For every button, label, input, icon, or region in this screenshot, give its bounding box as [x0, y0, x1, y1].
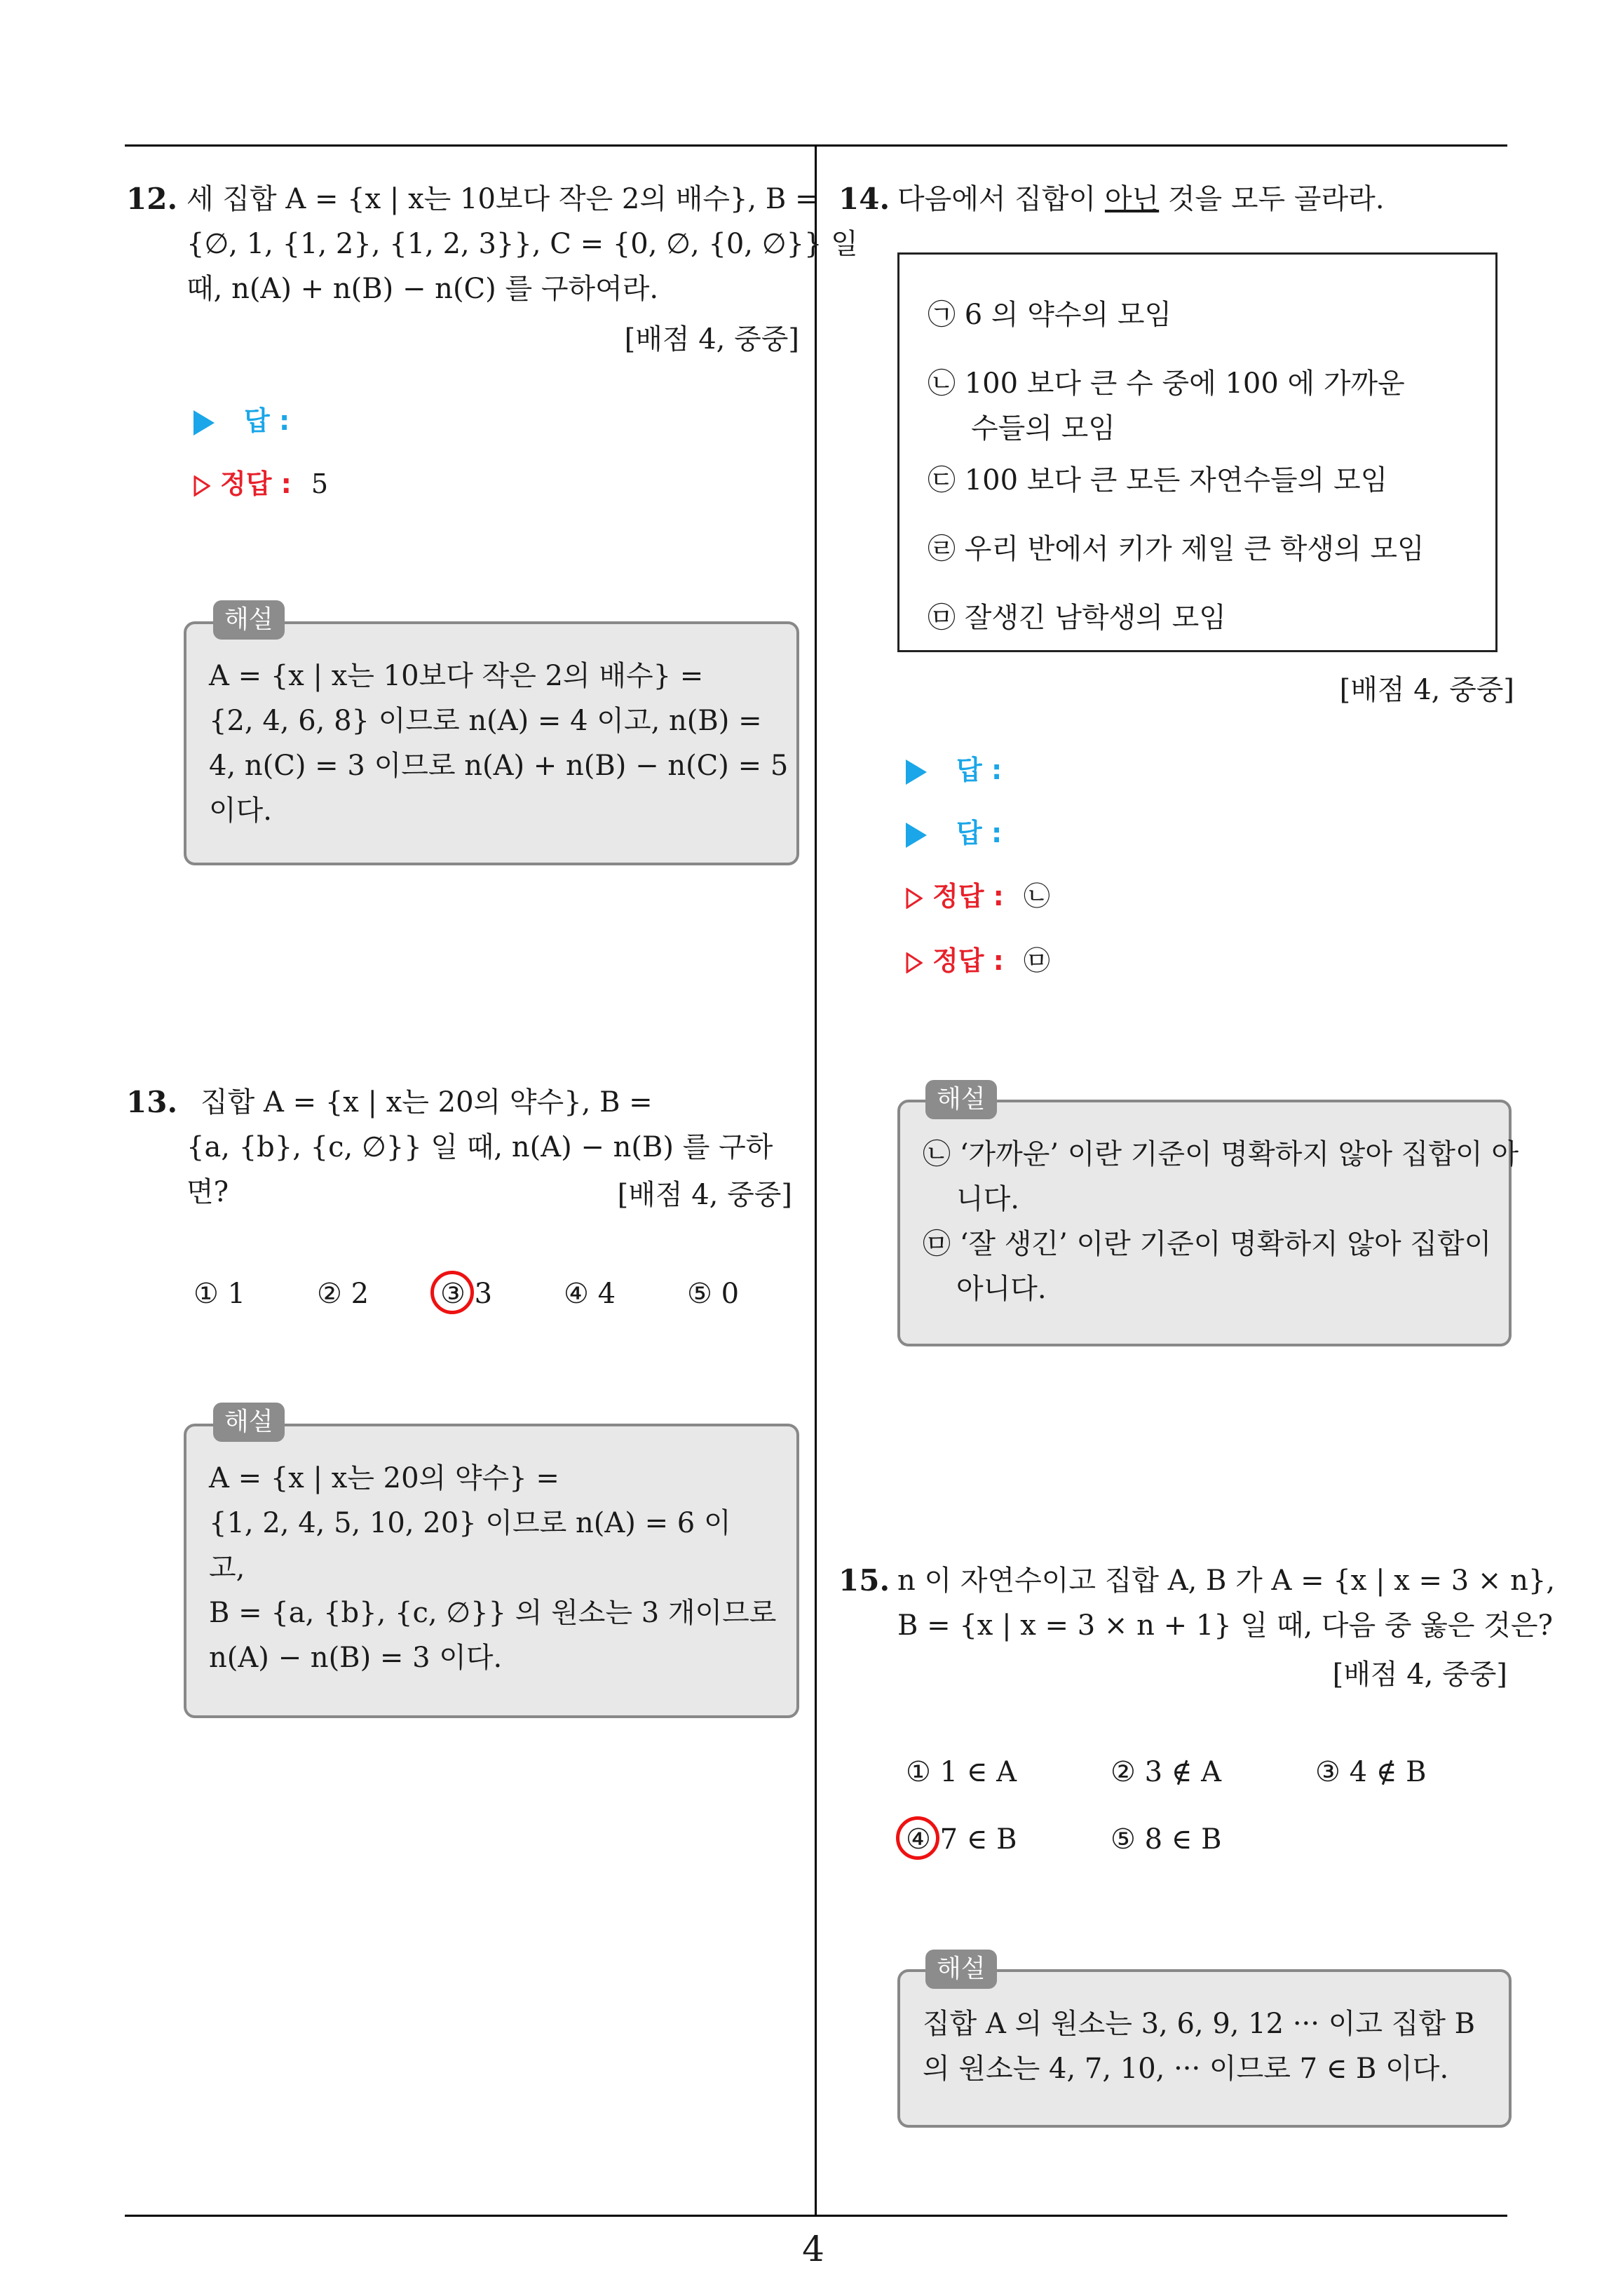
q12-line-3: 때, n(A) + n(B) − n(C) 를 구하여라. [186, 273, 659, 305]
q14-correct-line-2 [906, 941, 1050, 980]
outline-triangle-icon [906, 888, 923, 909]
q13-explanation-line-2: {1, 2, 4, 5, 10, 20} 이므로 n(A) = 6 이 [209, 1507, 731, 1539]
play-triangle-icon [906, 823, 927, 848]
play-triangle-icon [906, 759, 927, 785]
q15-explanation-label: 해설 [925, 1950, 997, 1989]
q12-correct-label: 정답 : [220, 468, 292, 499]
q15-explanation-line-2: 의 원소는 4, 7, 10, ··· 이므로 7 ∈ B 이다. [923, 2053, 1449, 2085]
q14-explanation-box [897, 1100, 1519, 1346]
q13-explanation-line-3: 고, [209, 1552, 245, 1584]
q13-explanation-line-1: A = {x | x는 20의 약수} = [209, 1462, 559, 1494]
q13-selected-answer-circle [430, 1271, 474, 1314]
q13-score: [배점 4, 중중] [617, 1179, 792, 1211]
q13-explanation-line-5: n(A) − n(B) = 3 이다. [209, 1642, 503, 1674]
q14-explanation-line-3: ㉤ ‘잘 생긴’ 이란 기준이 명확하지 않아 집합이 [923, 1228, 1492, 1260]
q14-text-after: 것을 모두 골라라. [1159, 183, 1385, 215]
q15-score: [배점 4, 중중] [1332, 1659, 1507, 1691]
q14-correct-line-1 [906, 877, 1050, 916]
q13-option-3[interactable]: ③ 3 [440, 1278, 493, 1310]
outline-triangle-icon [193, 475, 210, 497]
q12-score: [배점 4, 중중] [624, 323, 799, 356]
q13-option-4[interactable]: ④ 4 [564, 1278, 616, 1310]
q14-correct-value-1: ㉡ [1023, 881, 1050, 912]
q13-option-5[interactable]: ⑤ 0 [687, 1278, 740, 1310]
page-number: 4 [802, 2229, 824, 2269]
q12-explanation-line-1: A = {x | x는 10보다 작은 2의 배수} = [209, 660, 704, 692]
q12-explanation-box [184, 621, 799, 865]
q12-correct-line [193, 464, 328, 504]
q15-selected-answer-circle [896, 1816, 939, 1860]
q14-item-box [897, 252, 1498, 652]
q15-option-3[interactable]: ③ 4 ∉ B [1315, 1756, 1427, 1788]
q14-item-1: ㉠ 6 의 약수의 모임 [928, 299, 1172, 331]
q15-option-4[interactable]: ④ 7 ∈ B [906, 1823, 1017, 1856]
q14-number: 14. [838, 182, 890, 216]
q12-explanation-line-3: 4, n(C) = 3 이므로 n(A) + n(B) − n(C) = 5 [209, 750, 789, 782]
q15-explanation-line-1: 집합 A 의 원소는 3, 6, 9, 12 ··· 이고 집합 B [923, 2008, 1476, 2040]
q12-explanation-line-4: 이다. [209, 795, 272, 827]
q13-line-3: 면? [186, 1176, 229, 1208]
q14-explanation-label: 해설 [925, 1080, 997, 1119]
q15-line-1: n 이 자연수이고 집합 A, B 가 A = {x | x = 3 × n}, [897, 1565, 1556, 1597]
q13-option-1[interactable]: ① 1 [193, 1278, 246, 1310]
q14-explanation-line-4: 아니다. [956, 1273, 1047, 1305]
q14-text-underlined: 아닌 [1104, 183, 1160, 215]
q14-item-2-cont: 수들의 모임 [971, 412, 1115, 445]
q14-answer-line-1 [906, 750, 1002, 790]
q14-correct-value-2: ㉤ [1023, 945, 1050, 976]
bottom-rule [125, 2215, 1507, 2217]
q12-number: 12. [126, 182, 178, 216]
q14-item-4: ㉣ 우리 반에서 키가 제일 큰 학생의 모임 [928, 533, 1425, 565]
q13-line-1: 집합 A = {x | x는 20의 약수}, B = [201, 1086, 653, 1119]
q15-number: 15. [838, 1563, 890, 1598]
column-divider [815, 146, 817, 2216]
q13-number: 13. [126, 1085, 178, 1119]
q12-explanation-label: 해설 [213, 600, 285, 640]
q14-question [897, 177, 1385, 222]
q14-score: [배점 4, 중중] [1339, 674, 1514, 706]
q13-option-2[interactable]: ② 2 [317, 1278, 369, 1310]
q14-answer-label-2: 답 : [956, 818, 1003, 849]
q14-item-5: ㉤ 잘생긴 남학생의 모임 [928, 602, 1226, 634]
q12-explanation-line-2: {2, 4, 6, 8} 이므로 n(A) = 4 이고, n(B) = [209, 705, 762, 737]
q14-correct-label-1: 정답 : [932, 881, 1004, 912]
q14-explanation-line-2: 니다. [956, 1183, 1019, 1215]
play-triangle-icon [193, 410, 215, 435]
q14-explanation-line-1: ㉡ ‘가까운’ 이란 기준이 명확하지 않아 집합이 아 [923, 1138, 1519, 1170]
q13-line-2: {a, {b}, {c, ∅}} 일 때, n(A) − n(B) 를 구하 [186, 1131, 773, 1163]
q12-answer-line [193, 401, 290, 440]
q12-correct-value: 5 [311, 468, 329, 499]
q14-correct-label-2: 정답 : [932, 945, 1004, 976]
q14-answer-label-1: 답 : [956, 755, 1003, 785]
q13-explanation-label: 해설 [213, 1403, 285, 1442]
q15-option-2[interactable]: ② 3 ∉ A [1111, 1756, 1221, 1788]
q15-option-1[interactable]: ① 1 ∈ A [906, 1756, 1017, 1788]
q12-line-2: {∅, 1, {1, 2}, {1, 2, 3}}, C = {0, ∅, {0, ∅}} 일 [186, 228, 858, 260]
q13-explanation-box [184, 1424, 799, 1718]
outline-triangle-icon [906, 952, 923, 973]
q13-explanation-line-4: B = {a, {b}, {c, ∅}} 의 원소는 3 개이므로 [209, 1597, 777, 1629]
q14-item-3: ㉢ 100 보다 큰 모든 자연수들의 모임 [928, 464, 1388, 497]
q14-text-before: 다음에서 집합이 [897, 183, 1105, 215]
q14-item-2: ㉡ 100 보다 큰 수 중에 100 에 가까운 [928, 367, 1405, 400]
q15-option-5[interactable]: ⑤ 8 ∈ B [1111, 1823, 1222, 1856]
q15-line-2: B = {x | x = 3 × n + 1} 일 때, 다음 중 옳은 것은? [897, 1609, 1553, 1642]
q15-explanation-box [897, 1969, 1512, 2128]
q14-answer-line-2 [906, 813, 1002, 853]
q12-line-1: 세 집합 A = {x | x는 10보다 작은 2의 배수}, B = [186, 183, 819, 215]
q12-answer-label: 답 : [244, 405, 290, 436]
